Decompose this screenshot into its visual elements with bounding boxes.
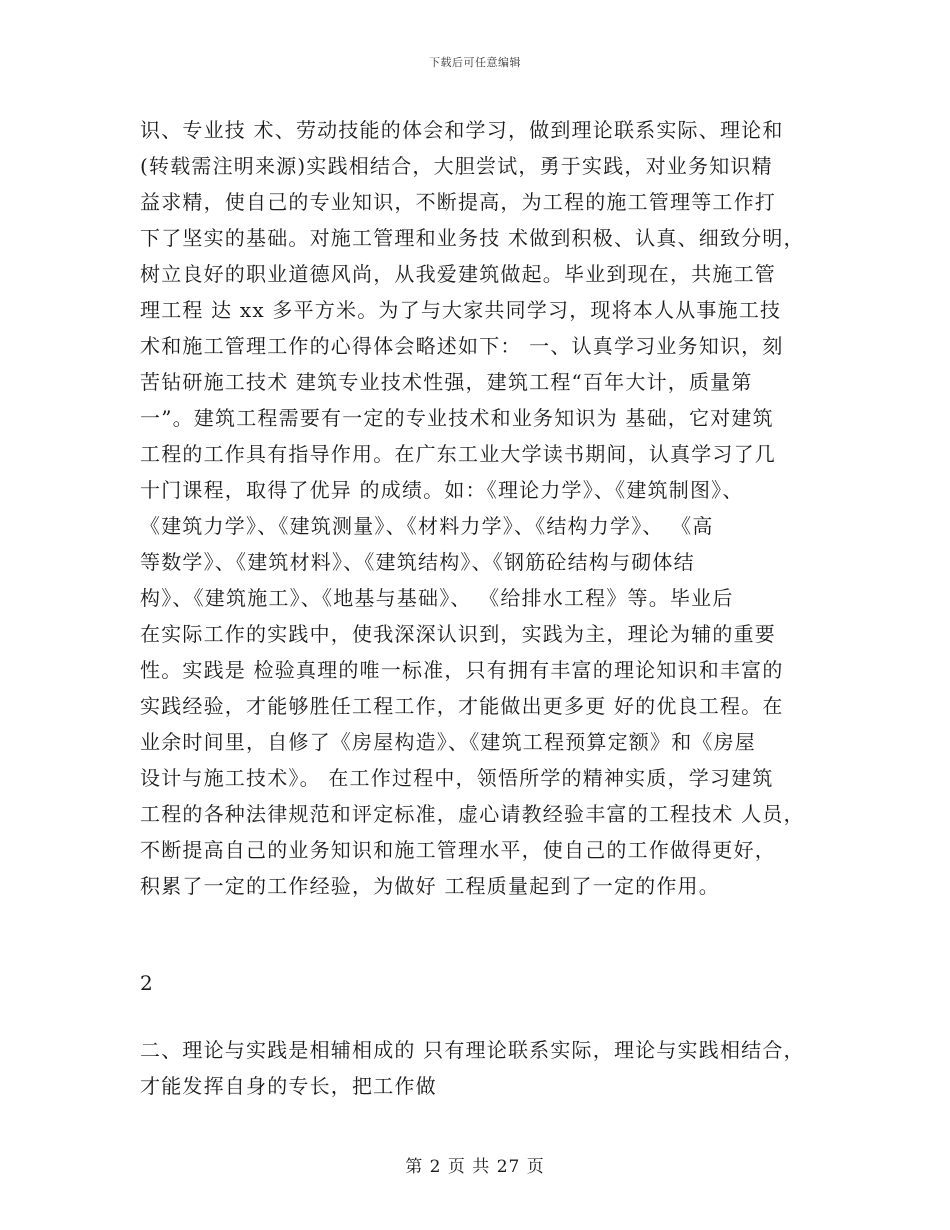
page-header: 下载后可任意编辑 <box>429 56 521 69</box>
section-text <box>140 1032 810 1104</box>
text-line: 识、专业技 术、劳动技能的体会和学习，做到理论联系实际、理论和 <box>140 118 784 142</box>
text-line: 性。实践是 检验真理的唯一标准，只有拥有丰富的理论知识和丰富的 <box>140 658 784 682</box>
text-line: 在实际工作的实践中，使我深深认识到，实践为主，理论为辅的重要 <box>140 622 776 646</box>
text-line: 工程的工作具有指导作用。在广东工业大学读书期间，认真学习了几 <box>140 442 776 466</box>
text-line: 实践经验，才能够胜任工程工作，才能做出更多更 好的优良工程。在 <box>140 694 784 718</box>
section-line: 才能发挥自身的专长，把工作做 <box>140 1074 437 1098</box>
page-footer: 第 2 页 共 27 页 <box>405 1157 545 1177</box>
text-line: 理工程 达 xx 多平方米。为了与大家共同学习，现将本人从事施工技 <box>140 298 782 322</box>
text-line: 术和施工管理工作的心得体会略述如下： 一、认真学习业务知识，刻 <box>140 334 784 358</box>
text-line: 苦钻研施工技术 建筑专业技术性强，建筑工程“百年大计，质量第 <box>140 370 753 394</box>
text-line: 《建筑力学》、《建筑测量》、《材料力学》、《结构力学》、 《高 <box>140 514 714 538</box>
text-line: 益求精，使自己的专业知识，不断提高，为工程的施工管理等工作打 <box>140 190 776 214</box>
text-line: 工程的各种法律规范和评定标准，虚心请教经验丰富的工程技术 人员， <box>140 802 805 826</box>
text-line: 不断提高自己的业务知识和施工管理水平，使自己的工作做得更好， <box>140 838 776 862</box>
text-line: 构》、《建筑施工》、《地基与基础》、 《给排水工程》等。毕业后 <box>140 586 734 610</box>
text-line: 积累了一定的工作经验，为做好 工程质量起到了一定的作用。 <box>140 874 720 898</box>
text-line: 树立良好的职业道德风尚，从我爱建筑做起。毕业到现在，共施工管 <box>140 262 776 286</box>
inline-page-marker: 2 <box>140 971 153 995</box>
text-line: 下了坚实的基础。对施工管理和业务技 术做到积极、认真、细致分明， <box>140 226 805 250</box>
text-line: 业余时间里，自修了《房屋构造》、《建筑工程预算定额》和《房屋 <box>140 730 756 754</box>
text-line: 十门课程，取得了优异 的成绩。如：《理论力学》、《建筑制图》、 <box>140 478 744 502</box>
section-line: 二、理论与实践是相辅相成的 只有理论联系实际，理论与实践相结合， <box>140 1038 805 1062</box>
text-line: 一”。建筑工程需要有一定的专业技术和业务知识为 基础，它对建筑 <box>140 406 774 430</box>
text-line: 设计与施工技术》。 在工作过程中，领悟所学的精神实质，学习建筑 <box>140 766 774 790</box>
body-text <box>140 112 810 904</box>
text-line: 等数学》、《建筑材料》、《建筑结构》、《钢筋砼结构与砌体结 <box>140 550 695 574</box>
text-line: (转载需注明来源)实践相结合，大胆尝试，勇于实践，对业务知识精 <box>140 154 773 178</box>
